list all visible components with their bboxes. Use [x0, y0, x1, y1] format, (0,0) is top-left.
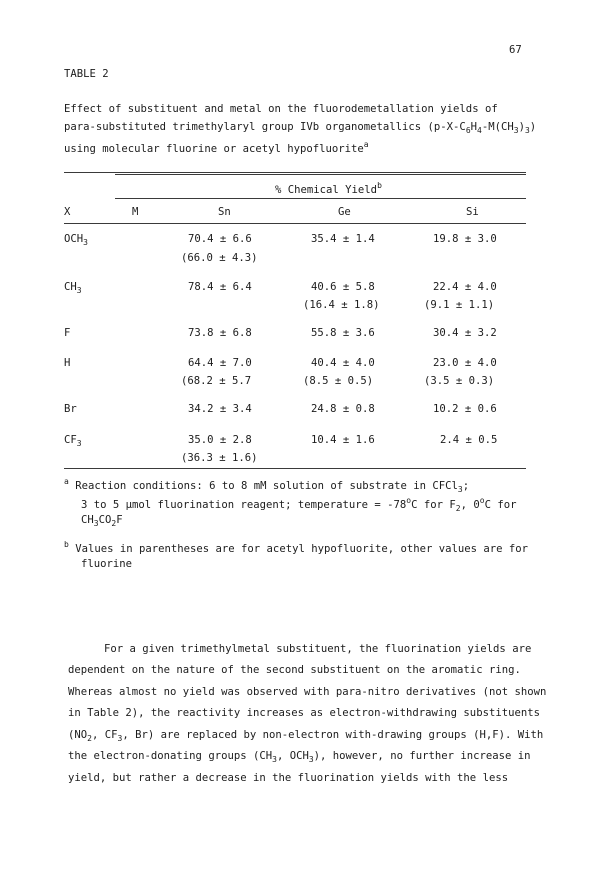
body-line-4: in Table 2), the reactivity increases as electron-withdrawing substituents	[68, 707, 540, 719]
cell-ge-alt: (8.5 ± 0.5)	[303, 375, 374, 387]
cell-si: 2.4 ± 0.5	[440, 434, 498, 446]
row-label: $OCH_3$	[64, 233, 88, 247]
body-line-7: yield, but rather a decrease in the fluorination yields with the less	[68, 772, 509, 784]
spanner-header: % Chemical Yield$^b$	[275, 181, 382, 196]
table-caption-line1: Effect of substituent and metal on the fluorodemetallation yields of	[64, 103, 498, 115]
cell-si: 10.2 ± 0.6	[433, 403, 497, 415]
cell-sn: 78.4 ± 6.4	[188, 281, 252, 293]
cell-sn: 35.0 ± 2.8	[188, 434, 252, 446]
body-line-2: dependent on the nature of the second substituent on the aromatic ring.	[68, 664, 521, 676]
cell-sn: 34.2 ± 3.4	[188, 403, 252, 415]
table-bottom-rule	[64, 468, 526, 469]
row-label: Br	[64, 403, 77, 415]
cell-ge-alt: (16.4 ± 1.8)	[303, 299, 380, 311]
cell-si: 23.0 ± 4.0	[433, 357, 497, 369]
page-number: 67	[509, 44, 522, 56]
footnote-b-line2: fluorine	[81, 558, 133, 570]
col-header-m: M	[132, 206, 139, 218]
body-line-6: the electron-donating groups ($CH_3$, $OCH_3$), however, no further increase in	[68, 750, 531, 764]
cell-ge: 35.4 ± 1.4	[311, 233, 375, 245]
col-header-ge: Ge	[338, 206, 351, 218]
table-top-rule-inner	[115, 174, 526, 175]
cell-sn: 64.4 ± 7.0	[188, 357, 252, 369]
footnote-b-line1: $^b$ Values in parentheses are for acetyl hypofluorite, other values are for	[64, 540, 529, 555]
col-header-x: X	[64, 206, 71, 218]
col-header-sn: Sn	[218, 206, 231, 218]
cell-si-alt: (9.1 ± 1.1)	[424, 299, 495, 311]
spanner-rule	[115, 198, 526, 199]
body-line-5: ($NO_2$, $CF_3$, Br) are replaced by non-electron with-drawing groups (H,F). With	[68, 729, 544, 743]
cell-ge: 24.8 ± 0.8	[311, 403, 375, 415]
cell-si-alt: (3.5 ± 0.3)	[424, 375, 495, 387]
header-rule	[64, 223, 526, 224]
table-top-rule	[64, 172, 526, 173]
cell-si: 22.4 ± 4.0	[433, 281, 497, 293]
table-caption-line3: using molecular fluorine or acetyl hypofluorite$^a$	[64, 140, 369, 155]
cell-ge: 55.8 ± 3.6	[311, 327, 375, 339]
body-line-3: Whereas almost no yield was observed with para-nitro derivatives (not shown	[68, 686, 547, 698]
col-header-si: Si	[466, 206, 479, 218]
row-label: $CF_3$	[64, 434, 82, 448]
row-label: $CH_3$	[64, 281, 82, 295]
cell-sn-alt: (36.3 ± 1.6)	[181, 452, 258, 464]
cell-ge: 40.4 ± 4.0	[311, 357, 375, 369]
footnote-a-line1: $^a$ Reaction conditions: 6 to 8 mM solution of substrate in CFCl$_3$;	[64, 477, 470, 494]
row-label: F	[64, 327, 71, 339]
table-caption-line2: para-substituted trimethylaryl group IVb organometallics $(p-X-C_6H_4-M(CH_3)_3)$	[64, 121, 537, 135]
cell-sn-alt: (66.0 ± 4.3)	[181, 252, 258, 264]
cell-ge: 10.4 ± 1.6	[311, 434, 375, 446]
table-label: TABLE 2	[64, 68, 109, 80]
cell-sn: 70.4 ± 6.6	[188, 233, 252, 245]
cell-ge: 40.6 ± 5.8	[311, 281, 375, 293]
cell-sn: 73.8 ± 6.8	[188, 327, 252, 339]
footnote-a-line3: $CH_3CO_2F$	[81, 514, 123, 528]
footnote-a-line2: 3 to 5 µmol fluorination reagent; temperature = $-78^oC$ for $F_2$, 0$^o$C for	[81, 496, 517, 513]
body-line-1: For a given trimethylmetal substituent, the fluorination yields are	[104, 643, 532, 655]
cell-sn-alt: (68.2 ± 5.7	[181, 375, 252, 387]
row-label: H	[64, 357, 71, 369]
cell-si: 30.4 ± 3.2	[433, 327, 497, 339]
cell-si: 19.8 ± 3.0	[433, 233, 497, 245]
